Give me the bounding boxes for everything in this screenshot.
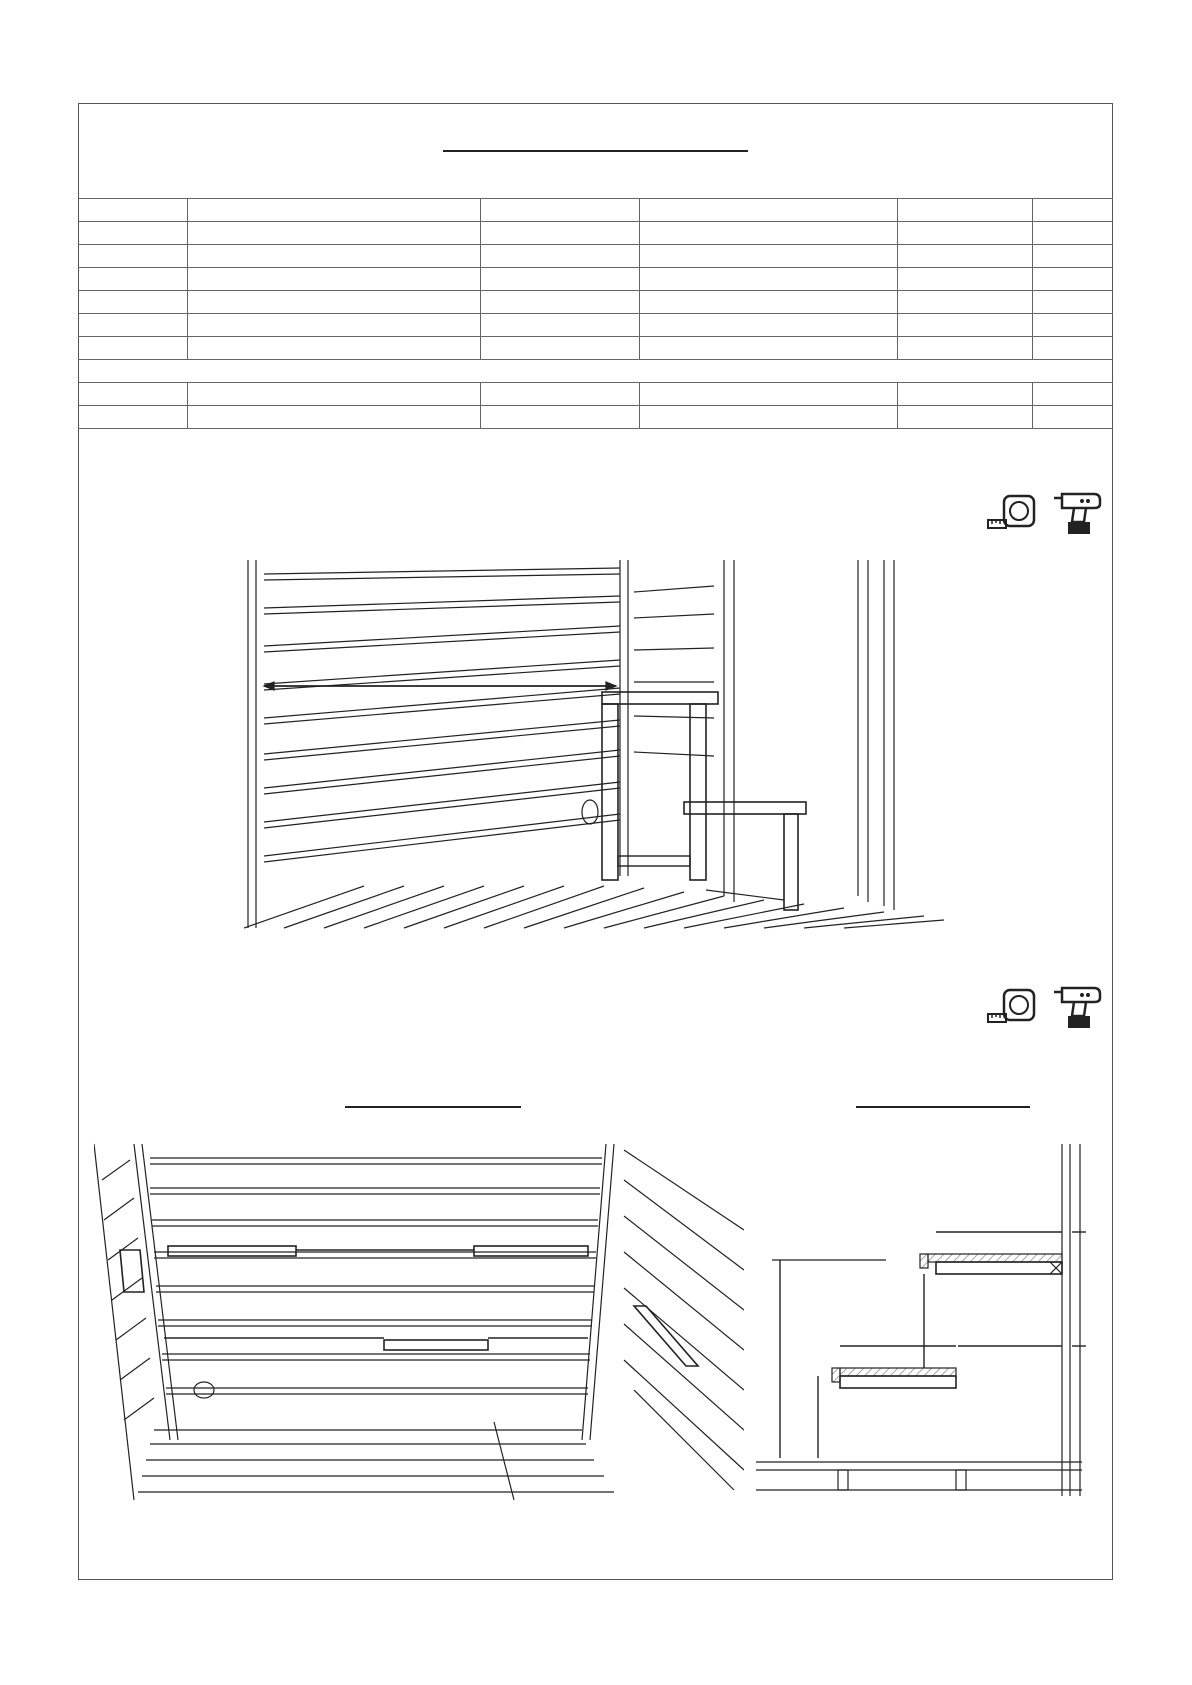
parts-table-cell <box>639 245 897 268</box>
parts-table-row <box>78 337 1113 360</box>
right-view-title-underline <box>856 1106 1030 1108</box>
parts-table-cell <box>897 245 1032 268</box>
parts-table-cell <box>187 291 480 314</box>
parts-table-row <box>78 245 1113 268</box>
parts-table-cell <box>897 222 1032 245</box>
left-view-title-underline <box>345 1106 521 1108</box>
parts-table-cell <box>897 291 1032 314</box>
parts-table-cell <box>480 245 639 268</box>
drill-icon <box>1048 488 1104 538</box>
drill-icon <box>1048 982 1104 1032</box>
parts-table-cell <box>1032 314 1113 337</box>
parts-table-cell <box>897 337 1032 360</box>
step2-wall-brackets-drawing <box>94 1140 744 1504</box>
parts-table-cell <box>897 199 1032 222</box>
parts-table-cell <box>639 383 897 406</box>
parts-table-cell <box>480 406 639 429</box>
parts-table-cell <box>639 222 897 245</box>
tape-measure-icon <box>986 494 1038 530</box>
parts-table-cell <box>78 199 187 222</box>
parts-table-cell <box>480 222 639 245</box>
parts-table-cell <box>480 291 639 314</box>
tape-measure-icon <box>986 988 1038 1024</box>
parts-table-cell <box>78 245 187 268</box>
parts-table-cell <box>639 291 897 314</box>
parts-table-cell <box>897 314 1032 337</box>
parts-table-cell <box>1032 199 1113 222</box>
parts-table-cell <box>187 337 480 360</box>
parts-table-row <box>78 222 1113 245</box>
parts-table-cell <box>639 337 897 360</box>
parts-table-cell <box>897 383 1032 406</box>
parts-table-cell <box>1032 222 1113 245</box>
parts-table-cell <box>480 383 639 406</box>
parts-table-cell <box>639 406 897 429</box>
parts-table-cell <box>480 268 639 291</box>
parts-table-row <box>78 314 1113 337</box>
parts-table-cell <box>187 314 480 337</box>
parts-table-cell <box>187 222 480 245</box>
parts-table-cell <box>1032 383 1113 406</box>
parts-table-cell <box>1032 245 1113 268</box>
parts-table-cell <box>78 406 187 429</box>
parts-table-cell <box>78 337 187 360</box>
page-title-underline <box>443 150 748 152</box>
parts-table-cell <box>78 291 187 314</box>
parts-table-cell <box>187 406 480 429</box>
parts-table-cell <box>1032 291 1113 314</box>
parts-table-row <box>78 199 1113 222</box>
parts-table-row <box>78 406 1113 429</box>
parts-table-cell <box>1032 268 1113 291</box>
parts-table-row <box>78 291 1113 314</box>
parts-table-cell <box>1032 337 1113 360</box>
step2-section-view-drawing <box>752 1140 1086 1504</box>
parts-table-cell <box>78 383 187 406</box>
parts-table-row <box>78 383 1113 406</box>
parts-table <box>78 198 1113 429</box>
parts-table-cell <box>480 199 639 222</box>
parts-table-section-row <box>78 360 1113 383</box>
parts-table-cell <box>639 314 897 337</box>
parts-table-cell <box>78 268 187 291</box>
parts-table-cell <box>480 314 639 337</box>
parts-table-cell <box>187 268 480 291</box>
parts-table-cell <box>639 268 897 291</box>
parts-table-cell <box>187 199 480 222</box>
parts-table-cell <box>1032 406 1113 429</box>
parts-table-row <box>78 360 1113 383</box>
parts-table-cell <box>639 199 897 222</box>
parts-table-cell <box>897 406 1032 429</box>
parts-table-cell <box>187 383 480 406</box>
parts-table-cell <box>897 268 1032 291</box>
parts-table-cell <box>78 314 187 337</box>
parts-table-cell <box>187 245 480 268</box>
step1-bench-frame-drawing <box>244 556 948 932</box>
parts-table-cell <box>480 337 639 360</box>
parts-table-cell <box>78 222 187 245</box>
parts-table-row <box>78 268 1113 291</box>
